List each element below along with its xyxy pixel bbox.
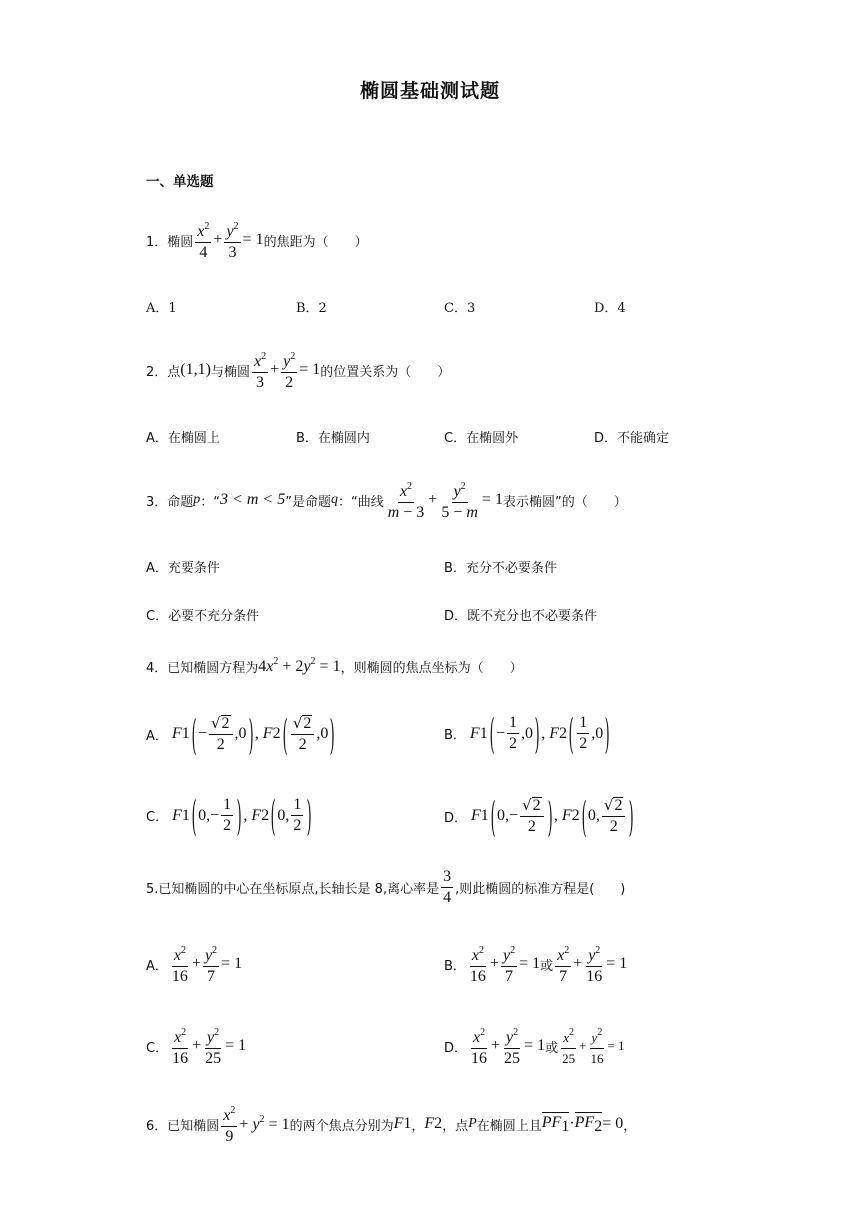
fraction: $\frac{x^2}{m - 3}$ [386, 478, 427, 522]
option-b[interactable]: B． $\frac{x^2}{16}$ + $\frac{y^2}{7}$ = 1 或 $\frac{x^2}{7}$ + $\frac{y^2}{16}$ = 1 [444, 942, 627, 986]
option-c[interactable]: C．3 [444, 301, 476, 316]
question-6: 6． 已知椭圆 $\frac{x^2}{9}$ + $y^2 = 1$ 的两个焦点分别为 F 1 ， F 2 ，点 P 在椭圆上且 $PF_1$ · $PF_2$ = 0 ， [146, 1102, 636, 1146]
page-title: 椭圆基础测试题 [359, 80, 500, 102]
fraction: $\frac{x^2}{9}$ [221, 1102, 237, 1146]
fraction: $\frac{x^2}{3}$ [252, 348, 268, 392]
fraction: $\frac{x^2}{4}$ [195, 218, 211, 262]
option-b[interactable]: B．在椭圆内 [296, 431, 370, 446]
option-b[interactable]: B．2 [296, 301, 327, 316]
option-a[interactable]: A．1 [146, 301, 177, 316]
option-a[interactable]: A． F 1 ( − √ 2 2 ,0 ) , F 2 ( √ 2 2 ,0 ) [146, 709, 335, 759]
question-3: 3． 命题 p ：“ 3 < m < 5 ”是命题 q ：“曲线 $\frac{x^2}{m - 3}$ + $\frac{y^2}{5 - m}$ = 1 表示椭圆”的（ ） [146, 478, 627, 522]
option-a[interactable]: A．充要条件 [146, 561, 220, 576]
fraction: $\frac{y^2}{2}$ [281, 348, 297, 392]
option-c[interactable]: C．在椭圆外 [444, 431, 519, 446]
question-1: 1． 椭圆 $\frac{x^2}{4}$ + $\frac{y^2}{3}$ = 1 的焦距为（ ） [146, 218, 368, 262]
option-b[interactable]: B． F 1 ( − $\frac{1}{2}$ ,0 ) , F 2 ( $\frac{1}{2}$ ,0 ) [444, 708, 610, 759]
option-a[interactable]: A． $\frac{x^2}{16}$ + $\frac{y^2}{7}$ = 1 [146, 942, 242, 986]
question-4: 4． 已知椭圆方程为 $4x^2 + 2y^2 = 1$ ，则椭圆的焦点坐标为（ ） [146, 656, 523, 676]
option-c[interactable]: C． F 1 ( 0,− $\frac{1}{2}$ ) , F 2 ( 0, $\frac{1}{2}$ ) [146, 790, 313, 841]
option-c[interactable]: C．必要不充分条件 [146, 609, 260, 624]
option-d[interactable]: D．既不充分也不必要条件 [444, 609, 598, 624]
fraction: $\frac{3}{4}$ [443, 868, 452, 906]
option-d[interactable]: D． $\frac{x^2}{16}$ + $\frac{y^2}{25}$ = 1 或 $\frac{x^2}{25}$ + $\frac{y^2}{16}$ = 1 [444, 1024, 625, 1068]
option-d[interactable]: D． F 1 ( 0,− √ 2 2 ) , F 2 ( 0, √ 2 2 ) [444, 791, 635, 841]
section-heading: 一、单选题 [146, 174, 214, 190]
option-a[interactable]: A．在椭圆上 [146, 431, 220, 446]
option-b[interactable]: B．充分不必要条件 [444, 561, 557, 576]
question-2: 2． 点 (1,1) 与椭圆 $\frac{x^2}{3}$ + $\frac{y^2}{2}$ = 1 的位置关系为（ ） [146, 348, 450, 392]
option-d[interactable]: D．4 [594, 301, 626, 316]
question-5: 5.已知椭圆的中心在坐标原点,长轴长是 8,离心率是 $\frac{3}{4}$ ,则此椭圆的标准方程是( ) [146, 868, 626, 906]
option-d[interactable]: D．不能确定 [594, 431, 670, 446]
option-c[interactable]: C． $\frac{x^2}{16}$ + $\frac{y^2}{25}$ = 1 [146, 1024, 246, 1068]
fraction: $\frac{y^2}{3}$ [224, 218, 240, 262]
fraction: $\frac{y^2}{5 - m}$ [439, 478, 480, 522]
